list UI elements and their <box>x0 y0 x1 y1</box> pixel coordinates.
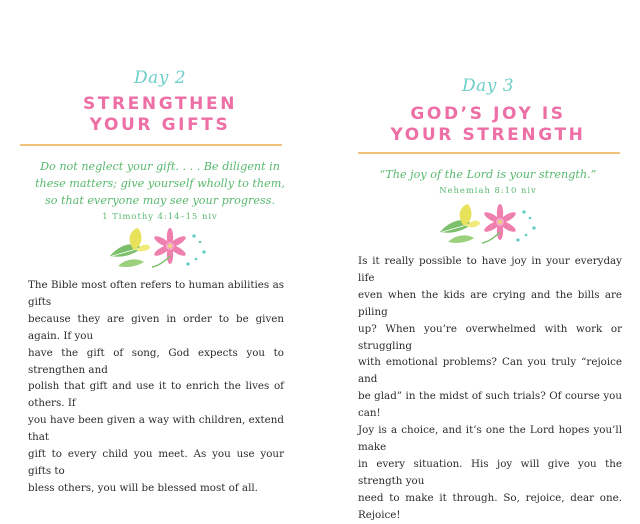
scripture-reference: 1 Timothy 4:14–15 niv <box>102 211 218 221</box>
page-title <box>328 104 640 146</box>
body-line: you have been given a way with children, extend that <box>28 414 284 444</box>
title-line: GOD’S JOY IS <box>410 104 566 124</box>
scripture-verse <box>0 158 320 209</box>
title-line: STRENGTHEN <box>82 94 238 114</box>
divider-rule <box>358 152 620 154</box>
pink-flower-icon <box>482 204 517 243</box>
verse-line: these matters; give yourself wholly to them, <box>35 177 285 190</box>
day-label: Day 2 <box>133 68 187 88</box>
divider-rule <box>20 144 282 146</box>
body-line: polish that gift and use it to enrich the lives of others. If <box>28 380 284 410</box>
left-page <box>0 0 320 494</box>
scripture-verse <box>328 166 640 183</box>
dots-decoration <box>186 234 205 265</box>
body-line: because they are given in order to be given again. If you <box>28 312 284 342</box>
body-line: Is it really possible to have joy in your everyday life <box>358 255 622 284</box>
yellow-flower-icon <box>460 204 480 227</box>
yellow-flower-icon <box>130 228 150 251</box>
floral-illustration <box>104 226 216 268</box>
right-page <box>320 0 640 521</box>
verse-line: Do not neglect your gift. . . . Be diligent in <box>40 160 280 173</box>
devotional-body-text <box>358 253 622 524</box>
body-line: gift to every child you meet. As you use your gifts to <box>28 448 284 477</box>
body-line: The Bible most often refers to human abilities as gifts <box>28 279 284 308</box>
body-line: be glad” in the midst of such trials? Of course you can! <box>358 390 622 420</box>
verse-line: “The joy of the Lord is your strength.” <box>379 168 597 181</box>
body-line: Joy is a choice, and it’s one the Lord hopes you’ll make <box>358 424 622 453</box>
floral-illustration <box>434 202 546 244</box>
body-line: with emotional problems? Can you truly “rejoice and <box>358 356 622 386</box>
day-label: Day 3 <box>461 76 515 96</box>
devotional-body-text <box>28 277 284 497</box>
body-line: in every situation. His joy will give you the strength you <box>358 457 622 487</box>
verse-line: so that everyone may see your progress. <box>44 194 276 207</box>
body-line: bless others, you will be blessed most of all. <box>28 481 258 494</box>
title-line: YOUR STRENGTH <box>390 125 586 145</box>
dots-decoration <box>516 210 535 241</box>
body-line: up? When you’re overwhelmed with work or struggling <box>358 322 622 352</box>
leaf-icon <box>448 235 474 243</box>
pink-flower-icon <box>152 228 187 267</box>
body-line: even when the kids are crying and the bills are piling <box>358 288 622 318</box>
scripture-reference: Nehemiah 8:10 niv <box>439 185 537 195</box>
body-line: need to make it through. So, rejoice, dear one. Rejoice! <box>358 491 622 521</box>
page-title <box>0 94 320 136</box>
leaf-icon <box>118 259 144 267</box>
title-line: YOUR GIFTS <box>89 115 231 135</box>
body-line: have the gift of song, God expects you to strengthen and <box>28 346 284 376</box>
